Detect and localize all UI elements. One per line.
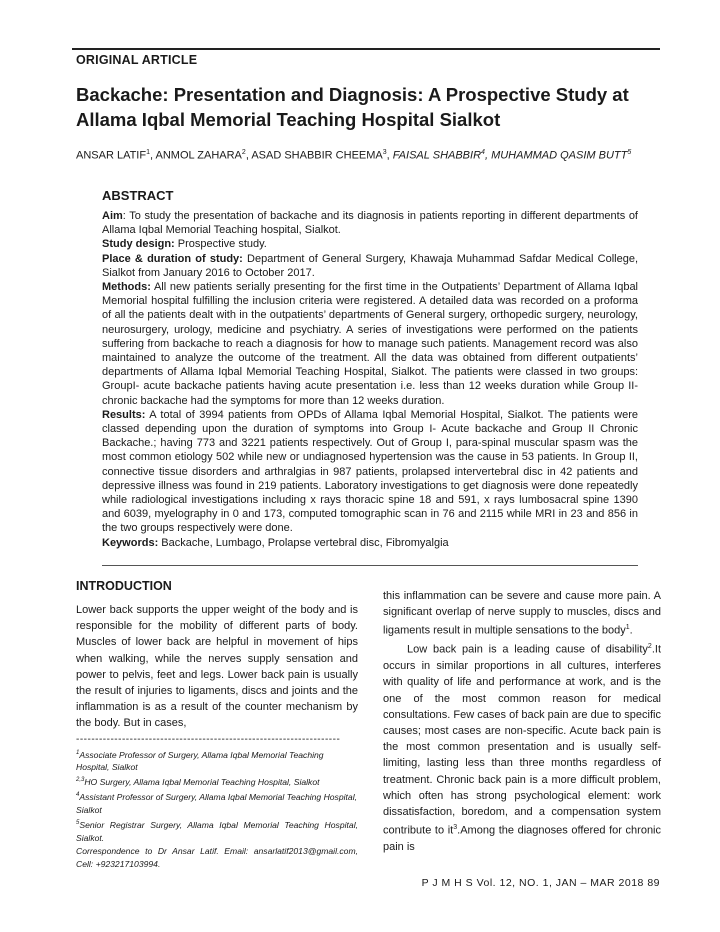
abstract-design bbox=[102, 237, 638, 251]
abstract-keywords bbox=[102, 536, 638, 550]
author-name: ANMOL ZAHARA bbox=[155, 149, 242, 162]
journal-footer: P J M H S Vol. 12, NO. 1, JAN – MAR 2018 89 bbox=[421, 877, 660, 889]
author-affiliation-sup: 5 bbox=[627, 149, 632, 156]
place-text: Department of General Surgery, Khawaja Muhammad Safdar Medical College, Sialkot from January 2016 to October 2017. bbox=[102, 252, 639, 279]
keywords-label: Keywords: bbox=[102, 536, 159, 549]
intro-paragraph-right-1: this inflammation can be severe and cause more pain. A significant overlap of nerve supply to muscles, discs and ligaments result in multiple sensations to the body$^1$. bbox=[383, 590, 661, 638]
abstract-heading: ABSTRACT bbox=[102, 188, 174, 203]
abstract-results bbox=[102, 408, 638, 536]
place-label: Place & duration of study: bbox=[102, 252, 243, 265]
footnote-4: $^4$Assistant Professor of Surgery, Allama Iqbal Memorial Teaching Hospital, Sialkot bbox=[76, 792, 358, 816]
section-label: ORIGINAL ARTICLE bbox=[76, 53, 198, 67]
correspondence-note: Correspondence to Dr Ansar Latif. Email: ansarlatif2013@gmail.com, Cell: +923217103994. bbox=[76, 846, 358, 870]
methods-label: Methods: bbox=[102, 281, 151, 294]
aim-label: Aim bbox=[102, 210, 123, 222]
aim-text: : To study the presentation of backache and its diagnosis in patients reporting in different departments of Allama Iqbal Memorial Teaching hospital, Sialkot. bbox=[102, 210, 638, 237]
left-column bbox=[76, 579, 358, 871]
footnote-5: $^5$Senior Registrar Surgery, Allama Iqbal Memorial Teaching Hospital, Sialkot. bbox=[76, 820, 358, 844]
results-label: Results: bbox=[102, 408, 146, 421]
intro-paragraph-right-2: Low back pain is a leading cause of disability$^2$.It occurs in similar proportions in all cultures, interferes with quality of life and performance at work, and is the one of the most common reason for medical consultations. Few cases of back pain are due to specific causes; most cases are non-specific. Acute back pain is the most common presentation and is usually self-limiting, lasting less than three months regardless of treatment. Chronic back pain is a more difficult problem, which often has strong psychological element: work dissatisfaction, boredom, and a compensation system contribute to $it^3.Among$ the diagnoses offered for chronic pain is bbox=[383, 643, 662, 854]
abstract-divider bbox=[102, 565, 638, 566]
author-name: MUHAMMAD QASIM BUTT bbox=[491, 149, 628, 162]
author-name: FAISAL SHABBIR bbox=[392, 149, 482, 162]
right-column bbox=[383, 588, 661, 855]
introduction-heading: INTRODUCTION bbox=[76, 579, 172, 593]
footnote-1: $^1$Associate Professor of Surgery, Allama Iqbal Memorial Teaching Hospital, Sialkot bbox=[76, 749, 324, 773]
author-affiliation-sup: 2 bbox=[241, 149, 246, 156]
design-text: Prospective study. bbox=[174, 238, 267, 251]
author-name: ANSAR LATIF bbox=[76, 149, 147, 162]
methods-text: All new patients serially presenting for the first time in the Outpatients’ Department of Allama Iqbal Memorial hospital fulfilling the inclusion criteria were registered. A detailed data was recorded on a proforma of all the patients dealt with in the outpatients’ departments of General surgery, orthopedic surgery, neurology, neurosurgery, urology, medicine and psychiatry. A series of investigations were performed on the patients suffering from backache to reach a diagnosis for how to manage such patients. Management record was also maintained to analyze the outcome of the treatment. All the data was obtained from different outpatients’ departments of Allama Iqbal Memorial Teaching Hospital, Sialkot. The patients were classed in two groups: GroupI- acute backache patients having acute presentation i.e. less than 12 weeks duration while Group II- chronic backache had the symptoms for more than 12 weeks duration. bbox=[102, 281, 638, 407]
author-affiliation-sup: 3 bbox=[382, 149, 387, 156]
results-text: A total of 3994 patients from OPDs of Allama Iqbal Memorial Hospital, Sialkot. The patients were classed depending upon the duration of symptoms into Group I- Acute backache and Group II Chronic Backache.; having 773 and 3221 patients respectively. Out of Group I, para-spinal muscular spasm was the most common etiology 502 while new or undiagnosed hypertension was the cause in 53 patients. In Group II, connective tissue disorders and arthralgias in 987 patients, prolapsed intervertebral disc in 42 patients and depressive illness was found in 219 patients. Laboratory investigations to get diagnosis were done repeatedly while radiological investigations including x rays thoracic spine 18 and 591, x rays lumbosacral spine 1390 and 6039, myelography in 0 and 173, computed tomographic scan in 76 and 2115 while MRI in 23 and 856 in the two groups respectively were done. bbox=[102, 408, 638, 535]
abstract-place bbox=[102, 252, 638, 280]
footnote-divider: --------------------------------------------------------------------- bbox=[76, 733, 341, 745]
abstract-aim bbox=[102, 209, 638, 237]
author-name: ASAD SHABBIR CHEEMA bbox=[251, 149, 383, 162]
author-list: ANSAR LATIF$^1$, ANMOL ZAHARA$^2$, ASAD SHABBIR CHEEMA$^3$, FAISAL SHABBIR$^4$, MUHAMMAD QASIM BUTT$^5$ bbox=[76, 149, 632, 162]
footnotes bbox=[76, 747, 358, 871]
abstract-methods bbox=[102, 280, 638, 408]
design-label: Study design: bbox=[102, 238, 175, 251]
author-affiliation-sup: 1 bbox=[146, 149, 150, 156]
author-affiliation-sup: 4 bbox=[481, 149, 485, 156]
intro-paragraph-left: Lower back supports the upper weight of the body and is responsible for the mobility of different parts of body. Muscles of lower back are helpful in movement of hips when walking, while the nerves supply sensation and power to pelvis, feet and legs. Lower back pain is usually the result of injuries to ligaments, discs and joints and the inflammation is as a result of the counter mechanism by the body. But in cases, bbox=[76, 604, 358, 730]
abstract-section bbox=[102, 188, 638, 550]
article-title: Backache: Presentation and Diagnosis: A Prospective Study at Allama Iqbal Memorial Teaching Hospital Sialkot bbox=[76, 84, 629, 130]
footnote-2-3: $^{2,3}$HO Surgery, Allama Iqbal Memorial Teaching Hospital, Sialkot bbox=[76, 777, 320, 788]
keywords-text: Backache, Lumbago, Prolapse vertebral disc, Fibromyalgia bbox=[158, 536, 449, 549]
top-rule bbox=[72, 48, 660, 50]
